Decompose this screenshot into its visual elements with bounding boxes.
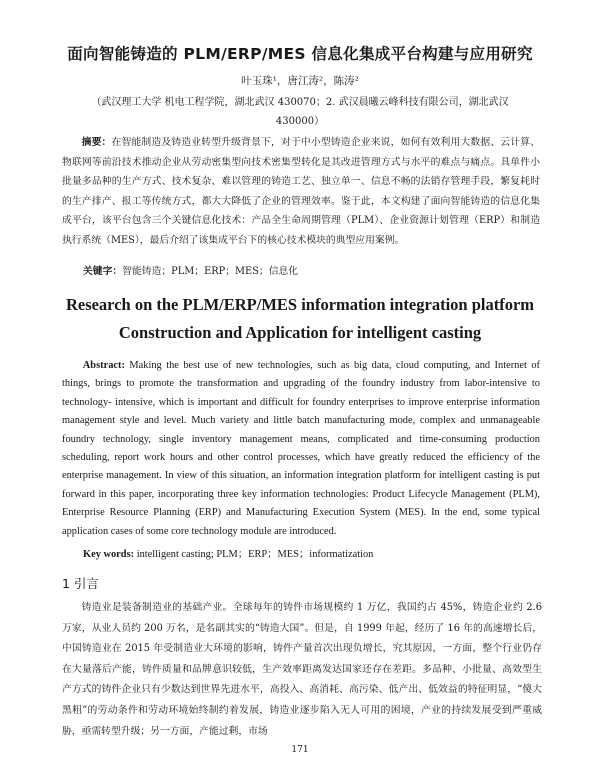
english-abstract-label: Abstract: — [82, 360, 125, 371]
english-title-line1: Research on the PLM/ERP/MES information integration platform — [65, 295, 535, 314]
chinese-keywords — [83, 263, 543, 277]
chinese-abstract-label: 摘要： — [81, 137, 112, 148]
english-keywords — [83, 545, 543, 560]
chinese-keywords-label: 关键字： — [83, 266, 123, 277]
page-number: 171 — [291, 745, 309, 755]
chinese-title: 面向智能铸造的 PLM/ERP/MES 信息化集成平台构建与应用研究 — [67, 45, 533, 63]
authors: 叶玉珠¹，唐江涛²，陈涛² — [241, 75, 359, 87]
english-keywords-label: Key words: — [83, 549, 135, 560]
chinese-keywords-text: 智能铸造；PLM；ERP；MES；信息化 — [122, 266, 299, 277]
section-heading: 1 引言 — [62, 576, 99, 591]
chinese-abstract — [62, 133, 540, 251]
affiliation: （武汉理工大学 机电工程学院，湖北武汉 430070；2. 武汉晨曦云峰科技有限公司，湖北武汉 430000） — [91, 97, 509, 127]
english-abstract-text: Making the best use of new technologies, such as big data, cloud computing, and Internet of things, brings to promote the transformation and upgrading of the foundry industry from labor-intensive to technology- intensive, which is important and difficult for foundry enterprises to improve enterprise information management style and level. Much variety and little batch manufacturing mode, complex and unmanageable foundry technology, single inventory management means, complicated and time-consuming production scheduling, report work hours and other control processes, which have greatly reduced the efficiency of the enterprise management. In view of this situation, an information integration platform for intelligent casting is put forward in this paper, incorporating three key information technologies: Product Lifecycle Management (PLM), Enterprise Resource Planning (ERP) and Manufacturing Execution System (MES). In the end, some typical application cases of some core technology module are introduced. — [62, 360, 540, 537]
chinese-abstract-text: 在智能制造及铸造业转型升级背景下，对于中小型铸造企业来说，如何有效利用大数据、云计算、物联网等前沿技术推动企业从劳动密集型向技术密集型转化是其改进管理方式与水平的难点与痛点。具单件小批量多品种的生产方式、技术复杂、难以管理的铸造工艺、独立单一、信息不畅的法销存管理手段，繁复耗时的生产排产、报工等传统方式，都大大降低了企业的管理效率。鉴于此，本文构建了面向智能铸造的信息化集成平台，该平台包含三个关键信息化技术：产品全生命周期管理（PLM）、企业资源计划管理（ERP）和制造执行系统（MES），最后介绍了该集成平台下的核心技术模块的典型应用案例。 — [62, 137, 541, 246]
english-keywords-text: intelligent casting; PLM；ERP；MES；informatization — [136, 549, 374, 560]
english-title-line2: Construction and Application for intelligent casting — [118, 323, 482, 342]
english-abstract — [62, 357, 540, 541]
body-paragraph: 铸造业是装备制造业的基础产业。全球每年的铸件市场规模约 1 万亿，我国约占 45%，铸造企业约 2.6 万家，从业人员约 200 万名，是名副其实的“铸造大国”。但是，自 1999 年起，经历了 16 年的高速增长后，中国铸造业在 2015 年受制造业大环境的影响，铸件产量首次出现负增长，究其原因，一方面，整个行业仍存在大量落后产能，铸件质量和品牌意识较低，生产效率距离发达国家还存在差距。多品种、小批量、高效型生产方式的铸件企业只有少数达到世界先进水平，高投入、高消耗、高污染、低产出、低效益的特征明显，“傻大黑粗”的劳动条件和劳动环境始终制约着发展，铸造业逐步陷入无人可用的困境，产业的持续发展受到严重威胁，亟需转型升级；另一方面，产能过剩，市场 — [62, 602, 542, 737]
